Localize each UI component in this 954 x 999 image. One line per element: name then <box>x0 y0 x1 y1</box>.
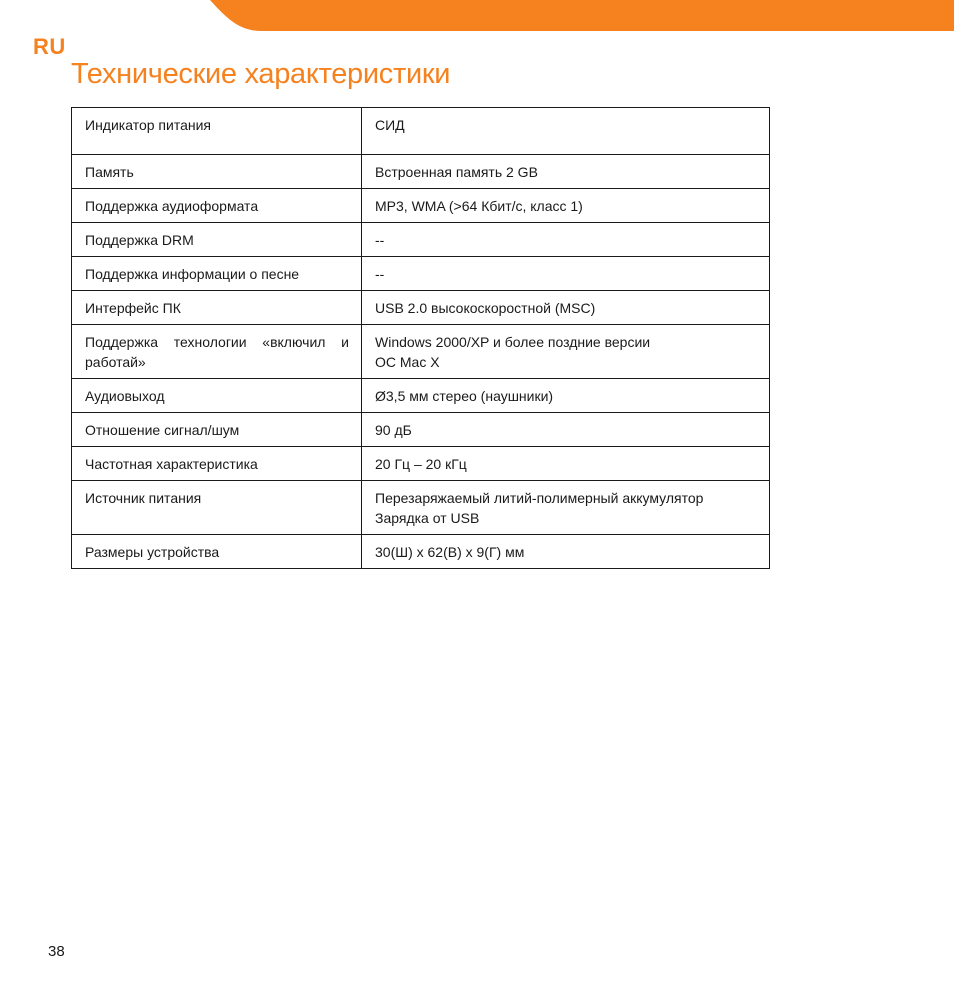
spec-label: Частотная характеристика <box>72 447 362 481</box>
spec-label: Интерфейс ПК <box>72 291 362 325</box>
spec-value: Ø3,5 мм стерео (наушники) <box>362 379 770 413</box>
table-row <box>72 189 770 223</box>
spec-value: 90 дБ <box>362 413 770 447</box>
table-row <box>72 108 770 155</box>
table-row <box>72 413 770 447</box>
spec-value: Встроенная память 2 GB <box>362 155 770 189</box>
table-row <box>72 155 770 189</box>
table-row <box>72 481 770 535</box>
spec-label: Источник питания <box>72 481 362 535</box>
spec-label: Аудиовыход <box>72 379 362 413</box>
table-row <box>72 447 770 481</box>
spec-value: -- <box>362 257 770 291</box>
spec-label: Поддержка аудиоформата <box>72 189 362 223</box>
spec-value: СИД <box>362 108 770 155</box>
table-row <box>72 291 770 325</box>
table-row <box>72 535 770 569</box>
page-number: 38 <box>48 943 65 960</box>
table-row <box>72 325 770 379</box>
spec-value: 20 Гц – 20 кГц <box>362 447 770 481</box>
spec-label: Поддержка технологии «включил и работай» <box>72 325 362 379</box>
spec-label: Размеры устройства <box>72 535 362 569</box>
spec-label: Память <box>72 155 362 189</box>
page-title: Технические характеристики <box>71 58 451 90</box>
spec-value: USB 2.0 высокоскоростной (MSC) <box>362 291 770 325</box>
header-accent-band <box>0 0 954 31</box>
table-row <box>72 379 770 413</box>
spec-value: Перезаряжаемый литий-полимерный аккумулятор Зарядка от USB <box>362 481 770 535</box>
spec-value: MP3, WMA (>64 Кбит/с, класс 1) <box>362 189 770 223</box>
spec-label: Поддержка DRM <box>72 223 362 257</box>
spec-value: -- <box>362 223 770 257</box>
spec-label: Индикатор питания <box>72 108 362 155</box>
table-row <box>72 257 770 291</box>
spec-value: Windows 2000/XP и более поздние версии ОС Mac X <box>362 325 770 379</box>
spec-label: Отношение сигнал/шум <box>72 413 362 447</box>
spec-value: 30(Ш) x 62(В) x 9(Г) мм <box>362 535 770 569</box>
spec-label: Поддержка информации о песне <box>72 257 362 291</box>
language-code: RU <box>33 34 66 59</box>
specifications-table <box>71 107 770 569</box>
table-row <box>72 223 770 257</box>
